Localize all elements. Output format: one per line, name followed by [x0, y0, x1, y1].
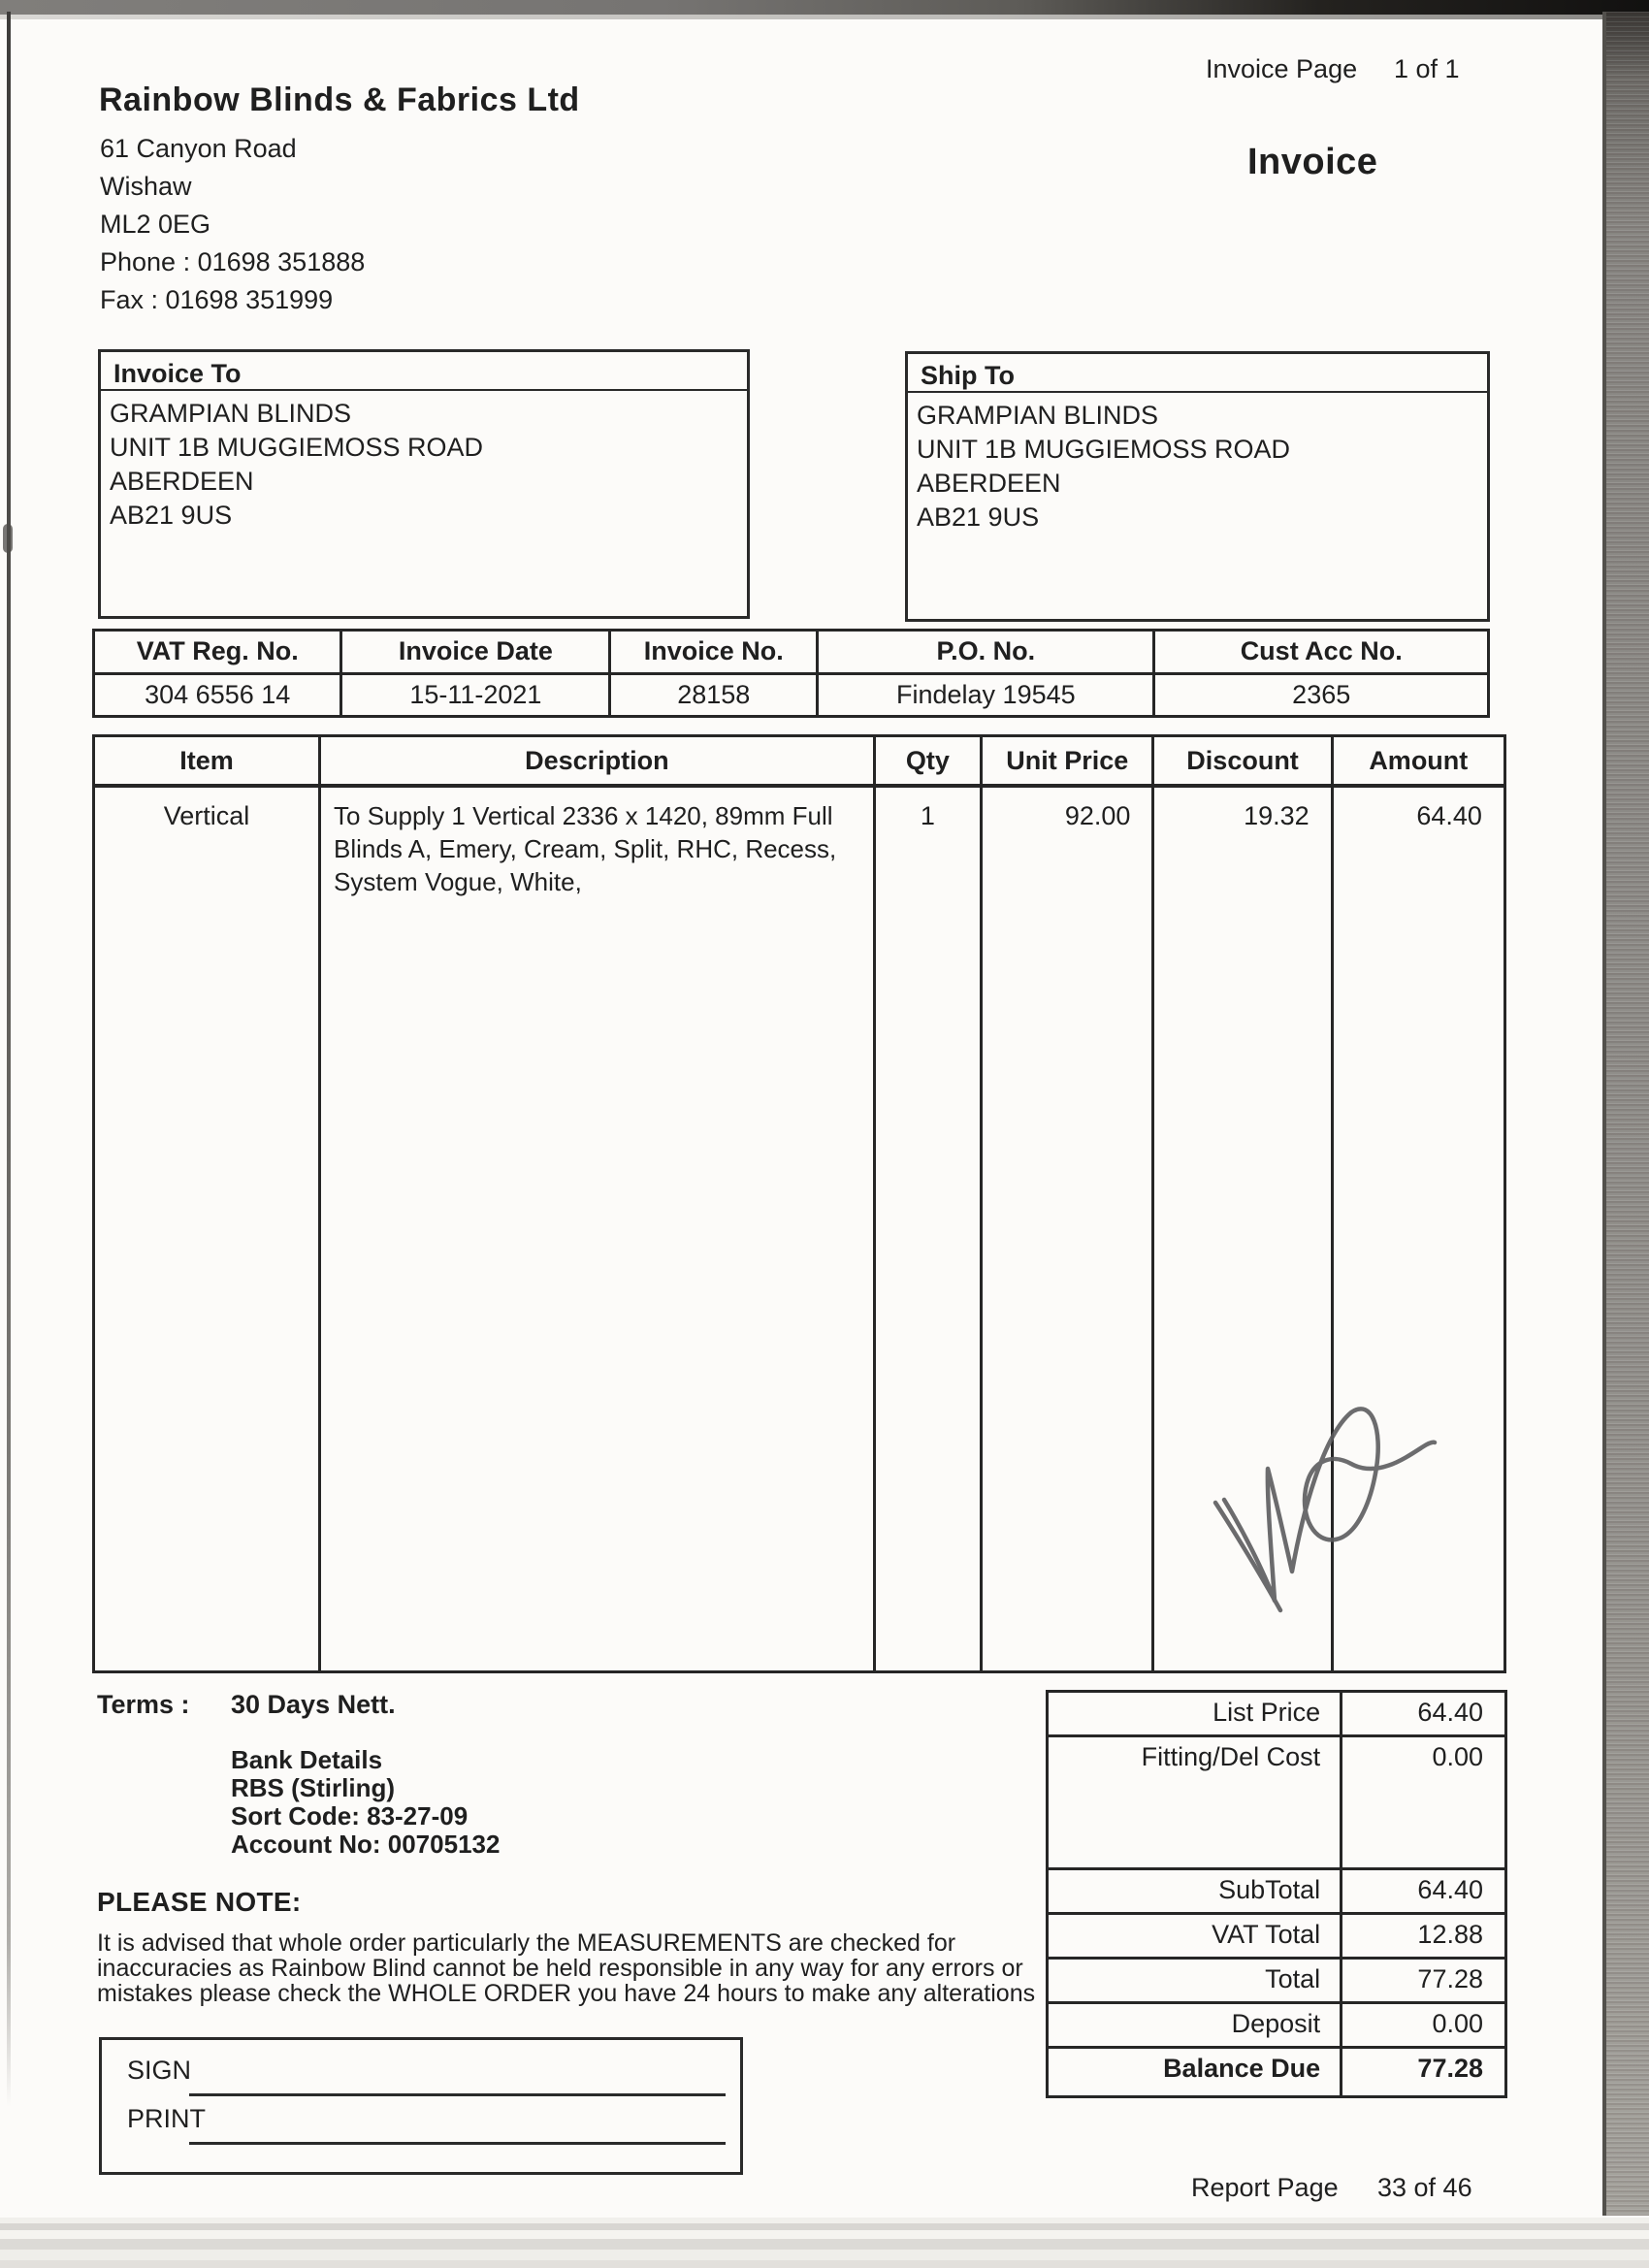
item-description-line: Blinds A, Emery, Cream, Split, RHC, Recess, [334, 834, 837, 863]
total-value: 64.40 [1417, 1698, 1483, 1727]
invoice-to-box [98, 349, 750, 619]
total-row-list-price [1049, 1693, 1504, 1737]
ship-to-line: UNIT 1B MUGGIEMOSS ROAD [917, 435, 1291, 464]
ship-to-line: GRAMPIAN BLINDS [917, 401, 1159, 430]
item-description-line: To Supply 1 Vertical 2336 x 1420, 89mm Full [334, 801, 833, 830]
item-description-cell [321, 788, 876, 1670]
info-header-cust-acc-no: Cust Acc No. [1240, 636, 1403, 666]
bank-account-no: Account No: 00705132 [231, 1830, 501, 1859]
items-header-discount: Discount [1154, 737, 1333, 784]
invoice-to-line: AB21 9US [110, 501, 233, 530]
total-row-subtotal [1049, 1870, 1504, 1915]
bank-name: RBS (Stirling) [231, 1773, 395, 1802]
ship-to-line: AB21 9US [917, 502, 1040, 532]
scan-top-edge-soft [0, 15, 1649, 19]
invoice-to-label: Invoice To [101, 352, 747, 391]
ship-to-line: ABERDEEN [917, 469, 1061, 498]
info-header-po-no: P.O. No. [819, 632, 1155, 672]
total-label: SubTotal [1049, 1870, 1342, 1912]
info-header-invoice-date: Invoice Date [342, 632, 611, 672]
bank-sort-code: Sort Code: 83-27-09 [231, 1801, 469, 1831]
totals-box [1046, 1690, 1507, 2098]
invoice-to-line: GRAMPIAN BLINDS [110, 399, 352, 428]
scan-right-edge-band [1602, 12, 1649, 2216]
total-value: 64.40 [1417, 1875, 1483, 1904]
total-label: Deposit [1049, 2004, 1342, 2046]
bank-details-block [231, 1746, 500, 1859]
company-address-line: ML2 0EG [100, 210, 211, 239]
total-value: 0.00 [1432, 2009, 1483, 2038]
total-row-fitting-del-cost [1049, 1737, 1504, 1870]
print-underline [189, 2142, 726, 2145]
total-value: 12.88 [1417, 1920, 1483, 1949]
ship-to-address [908, 393, 1487, 535]
company-name: Rainbow Blinds & Fabrics Ltd [99, 81, 580, 118]
total-label: Total [1049, 1960, 1342, 2001]
items-header-item: Item [95, 737, 321, 784]
please-note-text [97, 1930, 1035, 2006]
item-unit-price-cell: 92.00 [983, 788, 1154, 1670]
items-header-row [95, 737, 1504, 788]
company-address-line: 61 Canyon Road [100, 134, 297, 163]
items-header-amount: Amount [1369, 745, 1469, 775]
total-row-total [1049, 1960, 1504, 2004]
total-row-vat-total [1049, 1915, 1504, 1960]
ship-to-label: Ship To [908, 354, 1487, 393]
invoice-page-label: Invoice Page [1206, 54, 1358, 83]
info-value-invoice-no: 28158 [611, 675, 819, 716]
total-value: 77.28 [1417, 1964, 1483, 1993]
terms-value: 30 Days Nett. [231, 1690, 396, 1719]
ship-to-box [905, 351, 1490, 622]
total-label: VAT Total [1049, 1915, 1342, 1957]
total-value: 0.00 [1432, 1742, 1483, 1771]
item-qty-cell: 1 [876, 788, 983, 1670]
please-note-heading: PLEASE NOTE: [97, 1887, 302, 1917]
scan-top-edge-band [0, 0, 1649, 15]
items-header-description: Description [321, 737, 876, 784]
invoice-info-table [92, 629, 1490, 718]
sign-label: SIGN [127, 2056, 192, 2085]
total-label: List Price [1049, 1693, 1342, 1734]
info-header-invoice-no: Invoice No. [611, 632, 819, 672]
bank-details-heading: Bank Details [231, 1745, 383, 1774]
document-title: Invoice [1247, 142, 1378, 182]
invoice-to-address [101, 391, 747, 533]
report-page-number: 33 of 46 [1377, 2173, 1472, 2202]
info-header-vat-reg: VAT Reg. No. [95, 632, 342, 672]
company-address-line: Wishaw [100, 172, 192, 201]
company-phone: Phone : 01698 351888 [100, 247, 366, 276]
invoice-to-line: ABERDEEN [110, 467, 254, 496]
terms-label: Terms : [97, 1690, 190, 1719]
handwritten-signature-mark [1198, 1385, 1460, 1645]
scan-left-edge-line [7, 12, 11, 2107]
total-row-deposit [1049, 2004, 1504, 2049]
total-value: 77.28 [1417, 2054, 1483, 2083]
total-row-balance-due [1049, 2049, 1504, 2095]
please-note-line: It is advised that whole order particularly the MEASUREMENTS are checked for [97, 1929, 956, 1957]
signature-box [99, 2037, 743, 2175]
please-note-line: inaccuracies as Rainbow Blind cannot be held responsible in any way for any errors or [97, 1955, 1023, 1982]
please-note-line: mistakes please check the WHOLE ORDER you have 24 hours to make any alterations [97, 1980, 1036, 2007]
total-label: Balance Due [1049, 2049, 1342, 2095]
item-name-cell: Vertical [95, 788, 321, 1670]
invoice-to-line: UNIT 1B MUGGIEMOSS ROAD [110, 433, 484, 462]
company-fax: Fax : 01698 351999 [100, 285, 334, 314]
report-page-label: Report Page [1191, 2173, 1339, 2202]
info-value-cust-acc-no: 2365 [1292, 679, 1351, 709]
info-value-vat-reg: 304 6556 14 [95, 675, 342, 716]
scan-left-edge-mark [3, 524, 13, 553]
info-value-invoice-date: 15-11-2021 [342, 675, 611, 716]
items-header-unit-price: Unit Price [983, 737, 1154, 784]
info-table-value-row [95, 675, 1487, 716]
print-label: PRINT [127, 2104, 206, 2133]
total-label: Fitting/Del Cost [1049, 1737, 1342, 1867]
company-address [100, 130, 365, 319]
info-value-po-no: Findelay 19545 [819, 675, 1155, 716]
item-amount-cell: 64.40 [1416, 801, 1482, 830]
item-description-line: System Vogue, White, [334, 867, 582, 896]
scan-bottom-stripes [0, 2218, 1649, 2268]
sign-underline [189, 2093, 726, 2096]
invoice-page-number: 1 of 1 [1394, 54, 1460, 83]
info-table-header-row [95, 632, 1487, 675]
items-header-qty: Qty [876, 737, 983, 784]
item-discount-cell: 19.32 [1154, 788, 1333, 1670]
